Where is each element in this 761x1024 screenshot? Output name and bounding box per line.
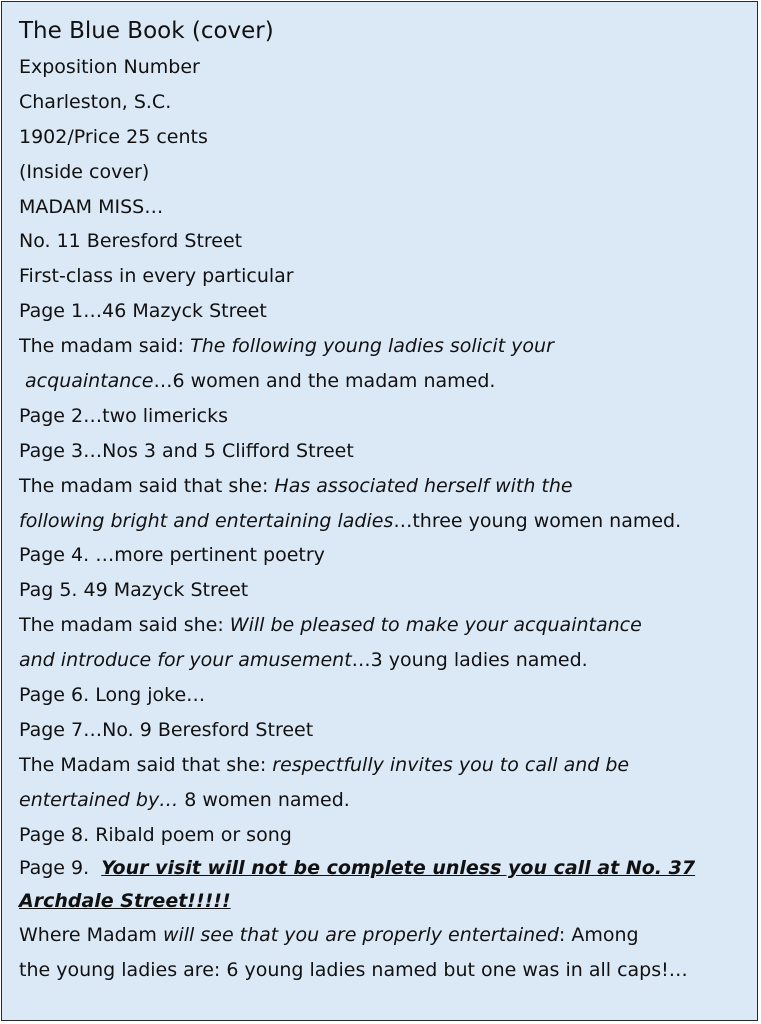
text-line <box>19 573 749 608</box>
line-text: First-class in every particular <box>19 265 294 288</box>
italic-quote: The following young ladies solicit your <box>190 335 554 358</box>
line-text: : Among <box>558 924 639 947</box>
text-line <box>19 953 749 988</box>
line-text: The Madam said that she: <box>19 753 273 776</box>
text-line <box>19 783 749 818</box>
text-line <box>19 538 749 573</box>
line-text: Page 3…Nos 3 and 5 Clifford Street <box>19 439 354 462</box>
text-line <box>19 364 749 399</box>
line-text: Charleston, S.C. <box>19 90 172 113</box>
text-line <box>19 469 749 504</box>
line-text: The madam said she: <box>19 614 230 637</box>
text-line <box>19 818 749 853</box>
italic-quote: Has associated herself with the <box>274 474 573 497</box>
line-text: Page 6. Long joke… <box>19 684 206 707</box>
line-text: …3 young ladies named. <box>351 649 588 672</box>
line-text: Where Madam <box>19 924 163 947</box>
line-text: Page 9. <box>19 857 102 880</box>
line-text: 1902/Price 25 cents <box>19 125 208 148</box>
text-line <box>19 434 749 469</box>
title-text: The Blue Book (cover) <box>19 18 274 44</box>
emphasis-callout: Your visit will not be complete unless you call at No. 37 <box>101 857 696 880</box>
text-line <box>19 885 749 918</box>
line-text: Pag 5. 49 Mazyck Street <box>19 579 249 602</box>
document-box <box>1 1 758 1021</box>
line-text: the young ladies are: 6 young ladies named but one was in all caps!… <box>19 959 688 982</box>
emphasis-callout: Archdale Street!!!!! <box>19 890 231 913</box>
italic-quote: entertained by… <box>19 788 179 811</box>
text-line <box>19 504 749 539</box>
text-line <box>19 294 749 329</box>
line-text: Page 2…two limericks <box>19 404 228 427</box>
line-text: 8 women named. <box>178 788 350 811</box>
text-line <box>19 918 749 953</box>
line-text: Page 4. …more pertinent poetry <box>19 544 325 567</box>
italic-quote: Will be pleased to make your acquaintance <box>229 614 642 637</box>
text-line <box>19 678 749 713</box>
italic-quote: following bright and entertaining ladies <box>19 509 394 532</box>
text-line <box>19 852 749 885</box>
italic-quote: and introduce for your amusement <box>19 649 352 672</box>
text-line <box>19 259 749 294</box>
line-text: Exposition Number <box>19 56 200 78</box>
text-line <box>19 643 749 678</box>
text-line <box>19 608 749 643</box>
italic-quote: respectfully invites you to call and be <box>272 753 630 776</box>
line-text: Page 1…46 Mazyck Street <box>19 300 267 323</box>
line-text: No. 11 Beresford Street <box>19 230 243 253</box>
text-line <box>19 399 749 434</box>
text-line <box>19 85 749 120</box>
text-line <box>19 50 749 85</box>
text-line <box>19 155 749 190</box>
line-text: The madam said that she: <box>19 474 275 497</box>
line-text: The madam said: <box>19 335 191 358</box>
text-line <box>19 329 749 364</box>
text-line <box>19 120 749 155</box>
document-title <box>19 13 749 50</box>
line-text: MADAM MISS… <box>19 195 164 218</box>
italic-quote: will see that you are properly entertained <box>162 924 559 947</box>
italic-quote: acquaintance <box>19 370 154 393</box>
line-text: …6 women and the madam named. <box>153 370 496 393</box>
text-line <box>19 190 749 225</box>
line-text: Page 7…No. 9 Beresford Street <box>19 718 314 741</box>
line-text: …three young women named. <box>393 509 682 532</box>
line-text: (Inside cover) <box>19 160 150 183</box>
line-text: Page 8. Ribald poem or song <box>19 823 292 846</box>
text-line <box>19 748 749 783</box>
text-line <box>19 224 749 259</box>
document-text <box>19 13 749 988</box>
text-line <box>19 713 749 748</box>
